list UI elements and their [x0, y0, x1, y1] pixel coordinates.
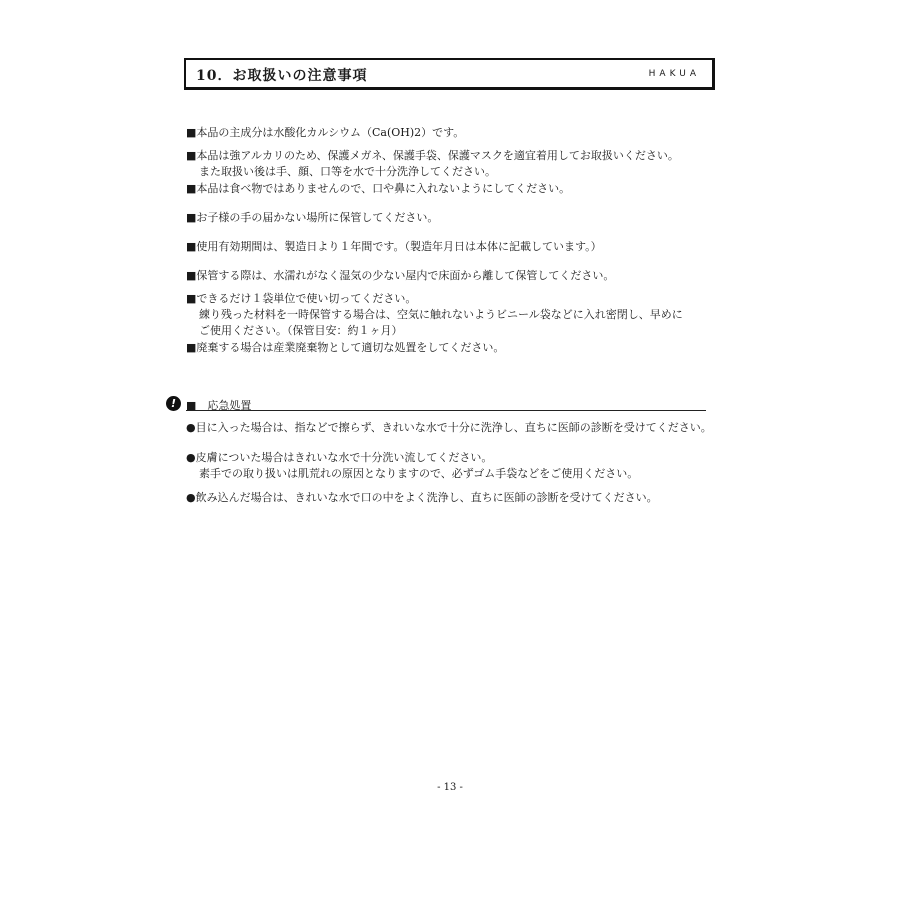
precaution-item: [186, 148, 679, 180]
section-header: [184, 58, 715, 90]
precaution-line: ■本品は食べ物ではありませんので、口や鼻に入れないようにしてください。: [186, 182, 571, 195]
precaution-line: ■保管する際は、水濡れがなく湿気の少ない屋内で床面から離して保管してください。: [186, 269, 615, 282]
precaution-line: 練り残った材料を一時保管する場合は、空気に触れないようビニール袋などに入れ密閉し、早めに: [199, 308, 683, 321]
first-aid-line: ●飲み込んだ場合は、きれいな水で口の中をよく洗浄し、直ちに医師の診断を受けてください。: [186, 491, 658, 504]
first-aid-item: [186, 490, 658, 506]
precaution-item: [186, 291, 683, 339]
precaution-item: [186, 125, 464, 141]
first-aid-item: [186, 450, 638, 482]
first-aid-title: ■ 応急処置: [186, 399, 252, 412]
precaution-line: ■本品の主成分は水酸化カルシウム（Ca(OH)2）です。: [186, 126, 465, 139]
first-aid-heading: [166, 396, 706, 412]
precaution-line: ■お子様の手の届かない場所に保管してください。: [186, 211, 439, 224]
page-number: - 13 -: [437, 782, 463, 793]
precaution-item: [186, 340, 504, 356]
exclamation-icon: !: [166, 396, 181, 411]
first-aid-item: [186, 420, 712, 436]
precaution-line: ■廃棄する場合は産業廃棄物として適切な処置をしてください。: [186, 341, 505, 354]
precaution-line: ご使用ください。（保管目安：約１ヶ月）: [199, 324, 403, 337]
first-aid-line: 素手での取り扱いは肌荒れの原因となりますので、必ずゴム手袋などをご使用ください。: [199, 467, 639, 480]
precaution-item: [186, 210, 438, 226]
precaution-item: [186, 268, 614, 284]
precaution-line: ■使用有効期間は、製造日より１年間です。（製造年月日は本体に記載しています。）: [186, 240, 602, 253]
section-title: 10．お取扱いの注意事項: [196, 68, 368, 84]
precaution-line: ■できるだけ１袋単位で使い切ってください。: [186, 292, 417, 305]
precaution-line: ■本品は強アルカリのため、保護メガネ、保護手袋、保護マスクを適宜着用してお取扱いください。: [186, 149, 679, 162]
precaution-line: また取扱い後は手、顔、口等を水で十分洗浄してください。: [199, 165, 496, 178]
first-aid-line: ●皮膚についた場合はきれいな水で十分洗い流してください。: [186, 451, 493, 464]
heading-underline: [186, 410, 706, 411]
first-aid-line: ●目に入った場合は、指などで擦らず、きれいな水で十分に洗浄し、直ちに医師の診断を受けてください。: [186, 421, 712, 434]
precaution-item: [186, 239, 602, 255]
precaution-item: [186, 181, 570, 197]
brand-name: HAKUA: [648, 69, 700, 79]
